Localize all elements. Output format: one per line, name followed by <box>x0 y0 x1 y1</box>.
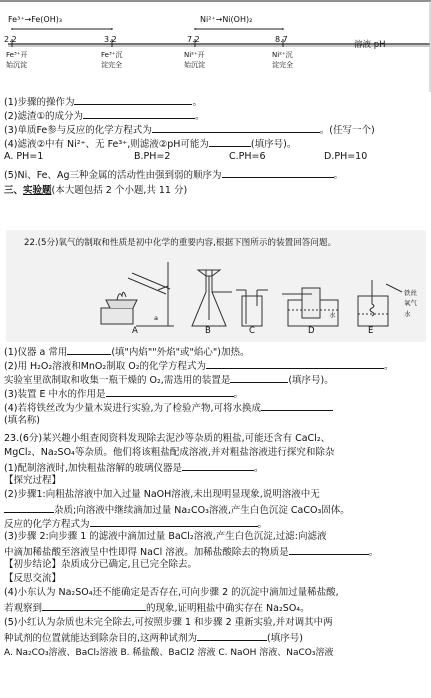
question-line <box>4 601 310 615</box>
question-text: 若观察到 <box>4 603 43 614</box>
question-text: 。(任写一个) <box>319 125 375 136</box>
question-line <box>4 573 61 585</box>
answer-blank[interactable] <box>152 123 320 133</box>
lab-apparatus-figure <box>6 230 426 342</box>
question-text: 23.(6分)某兴趣小组查阅资料发现除去泥沙等杂质的粗盐,可能还含有 CaCl₂、 <box>4 433 331 444</box>
figure-label-c: C <box>249 326 255 336</box>
question-text: 种试剂的位置就能达到除杂目的,这两种试剂为 <box>4 633 198 644</box>
question-text: 。 <box>384 361 394 372</box>
question-line <box>4 531 327 543</box>
tick-caption: Fe³⁺开 <box>6 51 28 59</box>
answer-blank[interactable] <box>206 359 384 369</box>
question-line <box>4 373 334 387</box>
question-text: (5)小红认为杂质也未完全除去,可按照步骤 1 和步骤 2 重新实验,并对调其中两 <box>4 617 333 628</box>
question-text: (填序号)。 <box>250 139 297 150</box>
question-text: (4)滤液②中有 Ni²⁺、无 Fe³⁺,则滤液②pH可能为 <box>4 139 209 150</box>
tick-caption: Ni²⁺沉 <box>272 51 293 59</box>
question-line <box>4 631 303 645</box>
question-text: 【反思交流】 <box>4 573 62 584</box>
question-text: (3)步骤 2:向步骤 1 的滤液中滴加过量 BaCl₂溶液,产生白色沉淀,过滤:向滤液 <box>4 531 327 542</box>
water-label-e: 水 <box>404 310 411 318</box>
question-text: (1)配制溶液时,加快粗盐溶解的玻璃仪器是 <box>4 463 182 474</box>
section-subtitle: (本大题包括 2 个小题,共 11 分) <box>51 185 188 196</box>
option-b[interactable]: B.PH=2 <box>134 151 171 162</box>
question-line <box>4 587 339 599</box>
question-text: 。 <box>257 519 268 530</box>
question-text: (填"内焰""外焰"或"焰心")加热。 <box>111 347 250 358</box>
question-line <box>4 123 375 137</box>
section-heading <box>4 185 187 197</box>
question-text: 。 <box>233 389 244 400</box>
question-text: 。 <box>333 170 344 181</box>
tick-caption: 始沉淀 <box>6 61 27 69</box>
answer-blank[interactable] <box>261 401 333 411</box>
question-text: (1)步骤的操作为 <box>4 97 75 108</box>
apparatus-drawing <box>6 230 426 342</box>
question-text: (填序号)。 <box>288 375 334 386</box>
question-line <box>4 401 333 415</box>
question-line <box>4 345 249 359</box>
question-text: 的现象,证明粗盐中确实存在 Na₂SO₄。 <box>146 603 310 614</box>
section-title: 实验题 <box>23 185 52 196</box>
figure-label-b: B <box>205 326 211 336</box>
question-line <box>4 447 334 459</box>
question-line <box>4 387 243 401</box>
tick-caption: 淀完全 <box>272 61 293 69</box>
question-text: (3)单质Fe参与反应的化学方程式为 <box>4 125 152 136</box>
answer-blank[interactable] <box>222 168 334 178</box>
answer-blank[interactable] <box>42 601 146 611</box>
answer-blank[interactable] <box>74 95 192 105</box>
question-line <box>4 433 330 445</box>
question-text: 。 <box>194 111 205 122</box>
question-line <box>4 475 61 487</box>
question-options[interactable]: A. Na₂CO₃溶液、BaCl₂溶液 B. 稀盐酸、BaCl2 溶液 C. NaOH 溶液、NaCO₃溶液 <box>4 648 334 658</box>
axis-label: 溶液 pH <box>354 40 386 50</box>
section-number: 三、 <box>4 185 24 196</box>
question-line <box>4 489 320 501</box>
question-line <box>4 359 394 373</box>
question-text: (填序号) <box>267 633 303 644</box>
option-c[interactable]: C.PH=6 <box>229 151 266 162</box>
figure-label-e: E <box>368 326 374 336</box>
tick-caption: 淀完全 <box>101 61 122 69</box>
answer-blank[interactable] <box>83 109 195 119</box>
question-line <box>4 95 202 109</box>
tick-value: 8.7 <box>275 35 288 44</box>
question-text: (3)装置 E 中水的作用是 <box>4 389 106 400</box>
answer-blank[interactable] <box>90 517 258 527</box>
answer-blank[interactable] <box>230 373 288 383</box>
question-line <box>4 517 267 531</box>
question-line <box>4 559 197 571</box>
answer-blank[interactable] <box>106 387 234 397</box>
figure-label-a: A <box>132 326 138 336</box>
tick-value: 3.2 <box>104 35 117 44</box>
question-text: (1)仪器 a 常用 <box>4 347 68 358</box>
question-text: 反应的化学方程式为 <box>4 519 90 530</box>
question-line <box>4 461 264 475</box>
question-line <box>4 545 378 559</box>
question-text: 。 <box>192 97 202 108</box>
question-text: 。 <box>368 547 379 558</box>
tick-value: 2.2 <box>4 35 17 44</box>
question-text: (2)滤渣①的成分为 <box>4 111 83 122</box>
options-line <box>4 647 334 659</box>
ni-conversion-label: Ni²⁺→Ni(OH)₂ <box>200 15 253 24</box>
question-text: 杂质;向溶液中继续滴加过量 Na₂CO₃溶液,产生白色沉淀 CaCO₃固体。 <box>54 505 350 516</box>
instrument-a-label: a <box>154 314 158 322</box>
answer-blank[interactable] <box>182 461 254 471</box>
question-text: (4)若将铁丝改为少量木炭进行实验,为了检验产物,可将水换成 <box>4 403 261 414</box>
question-text: 【探究过程】 <box>4 475 62 486</box>
fe-conversion-label: Fe³⁺→Fe(OH)₃ <box>8 15 63 24</box>
answer-blank[interactable] <box>67 345 111 355</box>
answer-blank[interactable] <box>197 631 267 641</box>
question-line <box>4 109 205 123</box>
question-text: (2)步骤1:向粗盐溶液中加入过量 NaOH溶液,未出现明显现象,说明溶液中无 <box>4 489 320 500</box>
oxygen-label: 氧气 <box>404 299 417 307</box>
answer-blank[interactable] <box>289 545 369 555</box>
iron-wire-label: 铁丝 <box>404 289 417 297</box>
question-line <box>4 415 40 427</box>
question-text: 中滴加稀盐酸至溶液呈中性即得 NaCl 溶液。加稀盐酸除去的物质是 <box>4 547 289 558</box>
option-d[interactable]: D.PH=10 <box>324 151 368 162</box>
question-text: MgCl₂、Na₂SO₄等杂质。他们将该粗盐配成溶液,并对粗盐溶液进行探究和除杂 <box>4 447 335 458</box>
answer-blank[interactable] <box>4 503 54 513</box>
question-text: (填名称) <box>4 415 40 426</box>
question-text: 实验室里欲制取和收集一瓶干燥的 O₂,需选用的装置是 <box>4 375 231 386</box>
question-line <box>4 617 333 629</box>
question-text: (4)小东认为 Na₂SO₄还不能确定是否存在,可向步骤 2 的沉淀中滴加过量稀盐酸, <box>4 587 339 598</box>
tick-caption: Fe³⁺沉 <box>101 51 123 59</box>
question-text: (5)Ni、Fe、Ag三种金属的活动性由强到弱的顺序为 <box>4 170 222 181</box>
question-line <box>4 137 296 151</box>
question-text: 【初步结论】杂质成分已确定,且已完全除去。 <box>4 559 198 570</box>
ph-precipitation-chart <box>0 0 431 92</box>
question-text: (2)用 H₂O₂溶液和MnO₂制取 O₂的化学方程式为 <box>4 361 207 372</box>
figure-label-d: D <box>308 326 315 336</box>
water-label: 水 <box>329 311 336 319</box>
option-a[interactable]: A. PH=1 <box>4 151 44 162</box>
tick-caption: Ni²⁺开 <box>184 51 205 59</box>
tick-value: 7.2 <box>187 35 200 44</box>
question-line <box>4 168 343 182</box>
question-line <box>4 503 350 517</box>
question-text: 。 <box>253 463 264 474</box>
question-22-intro: 22.(5分)氧气的制取和性质是初中化学的重要内容,根据下图所示的装置回答问题。 <box>24 238 337 248</box>
answer-blank[interactable] <box>209 137 251 147</box>
tick-caption: 始沉淀 <box>184 61 205 69</box>
